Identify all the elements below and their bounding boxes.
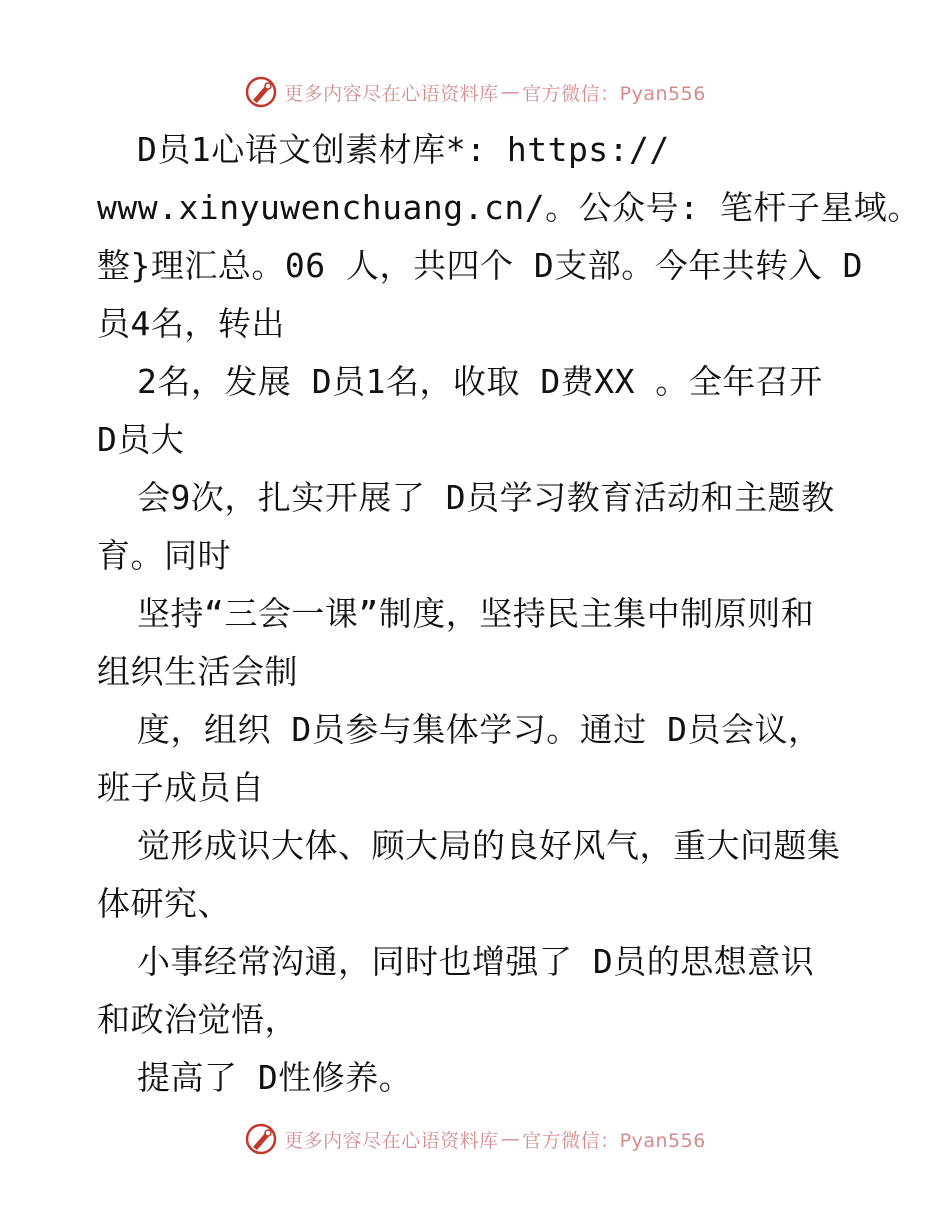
text-line: 提高了 D性修养。 [137,1058,413,1097]
text-line: 班子成员自 [97,768,265,807]
text-line: 会9次，扎实开展了 D员学习教育活动和主题教 [137,478,835,517]
document-body [97,121,921,1107]
text-line: 和政治觉悟， [97,1000,298,1039]
text-line: 小事经常沟通，同时也增强了 D员的思想意识 [137,942,815,981]
text-line: 觉形成识大体、顾大局的良好风气，重大问题集 [137,826,841,865]
banner-dash: — [500,81,521,103]
pen-logo-icon [244,1122,278,1156]
pen-logo-icon [244,75,278,109]
text-line: 2名，发展 D员1名，收取 D费XX 。全年召开 [137,362,823,401]
banner-text: 更多内容尽在心语资料库 [284,1129,499,1152]
text-line: 整}理汇总。06 人，共四个 D支部。今年共转入 D [97,246,863,285]
text-line: 育。同时 [97,536,231,575]
text-line: www.xinyuwenchuang.cn/。公众号: 笔杆子星域。 [97,188,921,227]
banner-wechat: 官方微信：Pyan556 [522,82,706,105]
banner-wechat: 官方微信：Pyan556 [522,1129,706,1152]
text-line: D员1心语文创素材库*: https:// [137,130,670,169]
text-line: 度，组织 D员参与集体学习。通过 D员会议， [137,710,822,749]
text-line: 员4名，转出 [97,304,285,343]
banner-text: 更多内容尽在心语资料库 [284,82,499,105]
text-line: 体研究、 [97,884,231,923]
header-banner [0,70,950,114]
text-line: D员大 [97,420,185,459]
text-line: 坚持“三会一课”制度，坚持民主集中制原则和 [137,594,815,633]
text-line: 组织生活会制 [97,652,298,691]
footer-banner [0,1117,950,1161]
banner-dash: — [500,1128,521,1150]
